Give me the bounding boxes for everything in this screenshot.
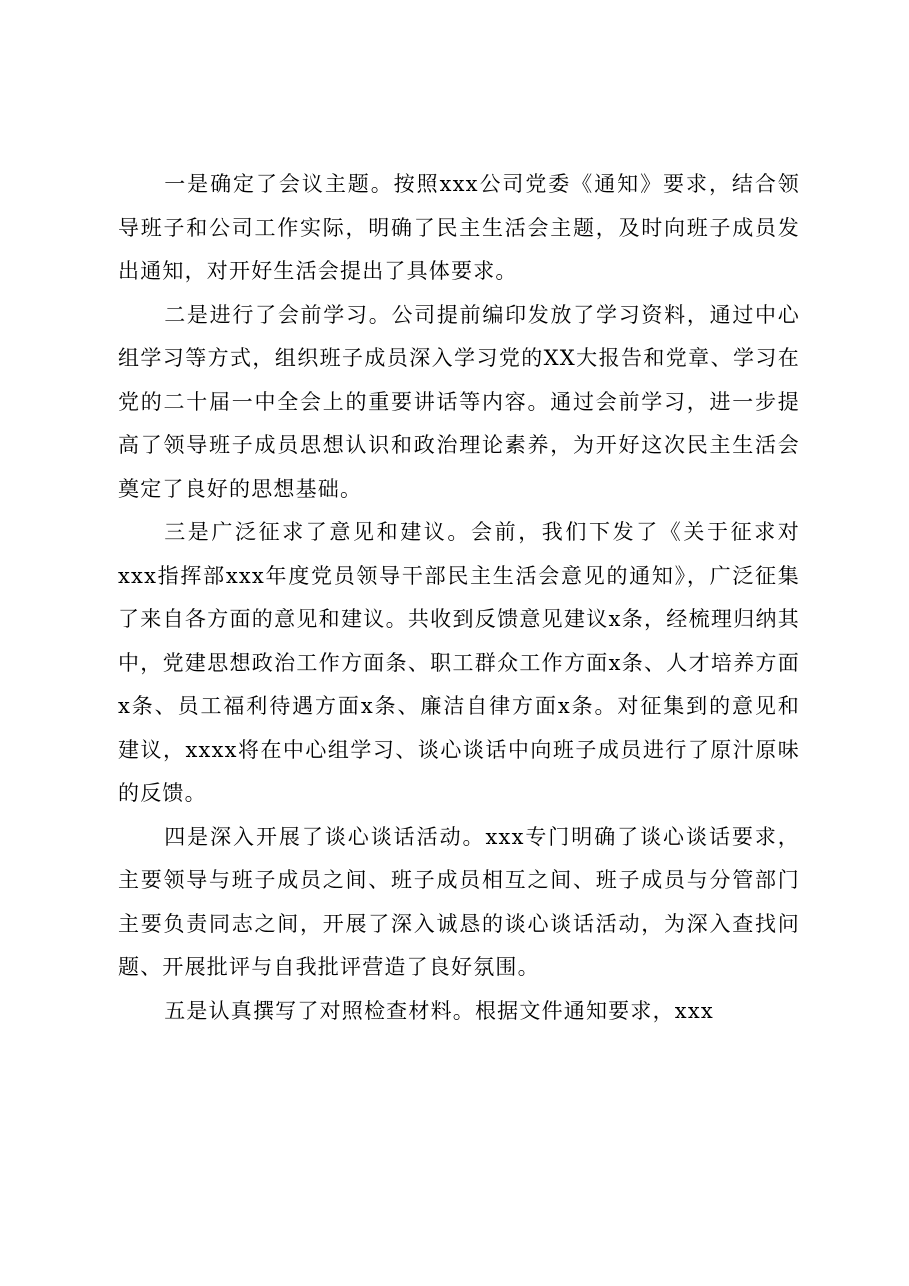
paragraph-2: 二是进行了会前学习。公司提前编印发放了学习资料，通过中心组学习等方式，组织班子成员深入学习党的XX大报告和党章、学习在党的二十届一中全会上的重要讲话等内容。通过会前学习，进一步提高了领导班子成员思想认识和政治理论素养，为开好这次民主生活会奠定了良好的思想基础。 xyxy=(118,302,800,501)
paragraph-5: 五是认真撰写了对照检查材料。根据文件通知要求，xxx xyxy=(164,998,714,1023)
paragraph-3: 三是广泛征求了意见和建议。会前，我们下发了《关于征求对xxx指挥部xxx年度党员领导干部民主生活会意见的通知》，广泛征集了来自各方面的意见和建议。共收到反馈意见建议x条，经梳理归纳其中，党建思想政治工作方面条、职工群众工作方面x条、人才培养方面x条、员工福利待遇方面x条、廉洁自律方面x条。对征集到的意见和建议，xxxx将在中心组学习、谈心谈话中向班子成员进行了原汁原味的反馈。 xyxy=(118,520,800,805)
paragraph-1: 一是确定了会议主题。按照xxx公司党委《通知》要求，结合领导班子和公司工作实际，明确了民主生活会主题，及时向班子成员发出通知，对开好生活会提出了具体要求。 xyxy=(118,172,800,283)
document-body xyxy=(118,163,800,1033)
paragraph-4: 四是深入开展了谈心谈话活动。xxx专门明确了谈心谈话要求，主要领导与班子成员之间、班子成员相互之间、班子成员与分管部门主要负责同志之间，开展了深入诚恳的谈心谈话活动，为深入查找问题、开展批评与自我批评营造了良好氛围。 xyxy=(118,824,800,979)
